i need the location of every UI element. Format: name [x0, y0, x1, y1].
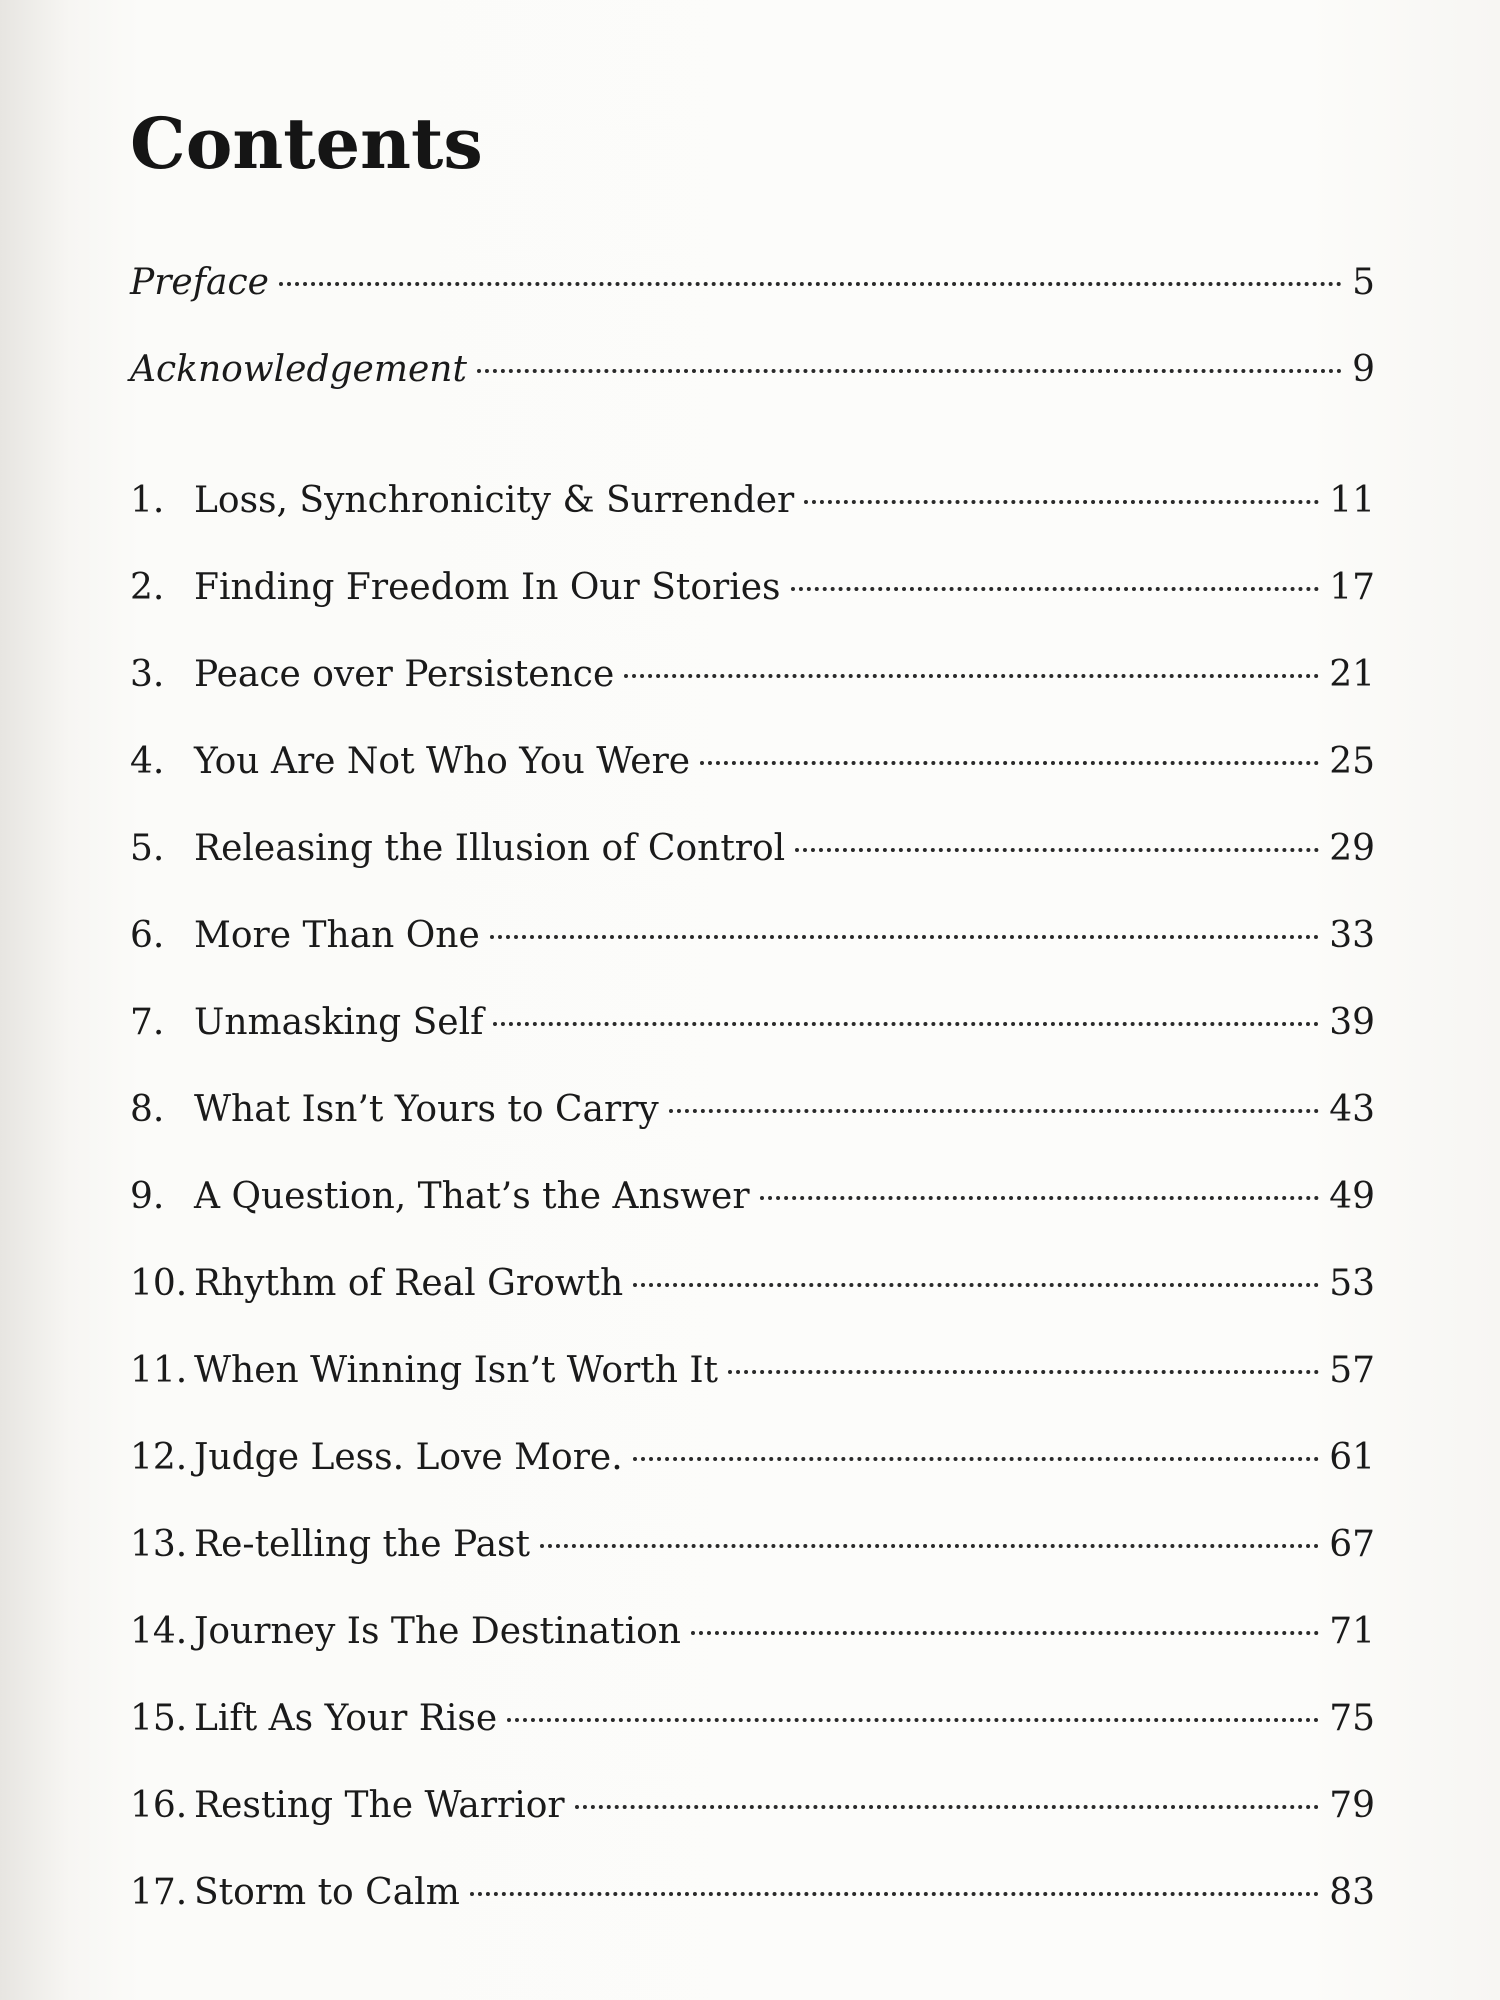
- chapter-title: Journey Is The Destination: [194, 1611, 681, 1652]
- chapter-title: Loss, Synchronicity & Surrender: [194, 480, 795, 521]
- toc-entry-chapter: [130, 1611, 1375, 1671]
- chapter-title: A Question, That’s the Answer: [194, 1176, 750, 1217]
- dot-leader: [633, 1457, 1320, 1461]
- toc-page-number: 49: [1329, 1176, 1375, 1217]
- chapter-number: 11.: [130, 1350, 188, 1391]
- chapter-number: 7.: [130, 1002, 165, 1043]
- dot-leader: [633, 1283, 1319, 1287]
- chapter-title: Judge Less. Love More.: [194, 1437, 623, 1478]
- toc-page-number: 17: [1329, 567, 1375, 608]
- toc-entry-chapter: [130, 1524, 1375, 1584]
- chapter-number: 14.: [130, 1611, 188, 1652]
- toc-entry-preface: [130, 262, 1375, 322]
- toc-entry-chapter: [130, 1089, 1375, 1149]
- toc-entry-chapter: [130, 1176, 1375, 1236]
- chapter-title: Finding Freedom In Our Stories: [194, 567, 781, 608]
- page-title: Contents: [130, 101, 483, 185]
- chapter-number: 12.: [130, 1437, 188, 1478]
- toc-entry-acknowledgement: [130, 349, 1375, 409]
- chapter-number: 3.: [130, 654, 165, 695]
- toc-page-number: 53: [1329, 1263, 1375, 1304]
- toc-page-number: 39: [1329, 1002, 1375, 1043]
- dot-leader: [728, 1370, 1319, 1374]
- toc-entry-chapter: [130, 1698, 1375, 1758]
- toc-page-number: 61: [1329, 1437, 1375, 1478]
- dot-leader: [575, 1805, 1320, 1809]
- chapter-title: Releasing the Illusion of Control: [194, 828, 786, 869]
- toc-entry-chapter: [130, 741, 1375, 801]
- chapter-title: Lift As Your Rise: [194, 1698, 498, 1739]
- chapter-number: 16.: [130, 1785, 188, 1826]
- dot-leader: [540, 1544, 1319, 1548]
- toc-entry-chapter: [130, 1785, 1375, 1845]
- toc-entry-chapter: [130, 1350, 1375, 1410]
- toc-page-number: 43: [1329, 1089, 1375, 1130]
- chapter-title: When Winning Isn’t Worth It: [194, 1350, 719, 1391]
- chapter-number: 6.: [130, 915, 165, 956]
- toc-entry-label: Preface: [130, 262, 269, 303]
- chapter-number: 10.: [130, 1263, 188, 1304]
- chapter-number: 4.: [130, 741, 165, 782]
- chapter-number: 9.: [130, 1176, 165, 1217]
- dot-leader: [624, 674, 1319, 678]
- chapter-title: Peace over Persistence: [194, 654, 615, 695]
- dot-leader: [700, 761, 1319, 765]
- chapter-number: 15.: [130, 1698, 188, 1739]
- chapter-title: What Isn’t Yours to Carry: [194, 1089, 659, 1130]
- dot-leader: [507, 1718, 1319, 1722]
- toc-entry-label: Acknowledgement: [130, 349, 467, 390]
- chapter-number: 13.: [130, 1524, 188, 1565]
- chapter-title: Rhythm of Real Growth: [194, 1263, 624, 1304]
- toc-page-number: 21: [1329, 654, 1375, 695]
- toc-page-number: 25: [1329, 741, 1375, 782]
- chapter-number: 2.: [130, 567, 165, 608]
- toc-entry-chapter: [130, 1263, 1375, 1323]
- chapter-number: 1.: [130, 480, 165, 521]
- chapter-number: 5.: [130, 828, 165, 869]
- toc-page-number: 57: [1329, 1350, 1375, 1391]
- toc-page-number: 11: [1329, 480, 1375, 521]
- dot-leader: [760, 1196, 1320, 1200]
- dot-leader: [804, 500, 1319, 504]
- chapter-title: Storm to Calm: [194, 1872, 460, 1913]
- dot-leader: [493, 1022, 1319, 1026]
- toc-page-number: 71: [1329, 1611, 1375, 1652]
- toc-entry-chapter: [130, 915, 1375, 975]
- toc-entry-chapter: [130, 828, 1375, 888]
- toc-page-number: 79: [1329, 1785, 1375, 1826]
- dot-leader: [791, 587, 1320, 591]
- chapter-number: 8.: [130, 1089, 165, 1130]
- toc-page-number: 75: [1329, 1698, 1375, 1739]
- toc-page-number: 83: [1329, 1872, 1375, 1913]
- toc-entry-chapter: [130, 567, 1375, 627]
- toc-page-number: 33: [1329, 915, 1375, 956]
- dot-leader: [795, 848, 1319, 852]
- chapter-title: Resting The Warrior: [194, 1785, 565, 1826]
- dot-leader: [669, 1109, 1319, 1113]
- toc-entry-chapter: [130, 480, 1375, 540]
- toc-page-number: 5: [1352, 262, 1375, 303]
- toc-page-number: 29: [1329, 828, 1375, 869]
- toc-page-number: 67: [1329, 1524, 1375, 1565]
- dot-leader: [279, 282, 1342, 286]
- toc-entry-chapter: [130, 1002, 1375, 1062]
- chapter-title: Unmasking Self: [194, 1002, 484, 1043]
- chapter-title: More Than One: [194, 915, 480, 956]
- chapter-title: You Are Not Who You Were: [194, 741, 691, 782]
- chapter-title: Re-telling the Past: [194, 1524, 530, 1565]
- toc-page-number: 9: [1352, 349, 1375, 390]
- dot-leader: [470, 1892, 1319, 1896]
- dot-leader: [691, 1631, 1319, 1635]
- toc-entry-chapter: [130, 654, 1375, 714]
- toc-entry-chapter: [130, 1872, 1375, 1932]
- dot-leader: [477, 369, 1342, 373]
- dot-leader: [490, 935, 1319, 939]
- toc-entry-chapter: [130, 1437, 1375, 1497]
- chapter-number: 17.: [130, 1872, 188, 1913]
